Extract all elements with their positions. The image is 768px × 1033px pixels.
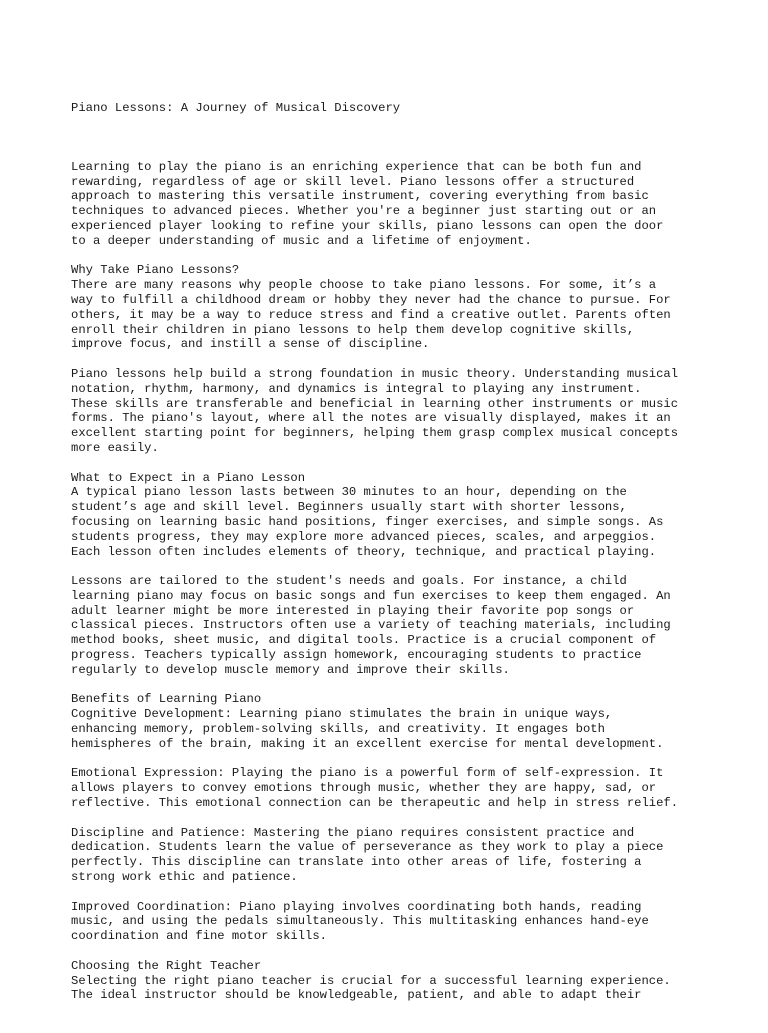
text-line: focusing on learning basic hand positions, finger exercises, and simple songs. As [71, 514, 664, 529]
text-line: classical pieces. Instructors often use a variety of teaching materials, including [71, 618, 671, 633]
text-line: approach to mastering this versatile instrument, covering everything from basic [71, 189, 649, 204]
text-line: experienced player looking to refine your skills, piano lessons can open the door [71, 218, 664, 233]
text-line: techniques to advanced pieces. Whether you're a beginner just starting out or an [71, 204, 657, 219]
text-line: excellent starting point for beginners, helping them grasp complex musical concepts [71, 426, 679, 441]
text-line: allows players to convey emotions through music, whether they are happy, sad, or [71, 781, 657, 796]
text-line: There are many reasons why people choose to take piano lessons. For some, it’s a [71, 278, 657, 293]
text-line: strong work ethic and patience. [71, 870, 298, 885]
paragraph [71, 471, 731, 560]
text-line: coordination and fine motor skills. [71, 929, 327, 944]
text-line: Discipline and Patience: Mastering the piano requires consistent practice and [71, 825, 635, 840]
text-line: perfectly. This discipline can translate into other areas of life, fostering a [71, 855, 642, 870]
text-line: Benefits of Learning Piano [71, 692, 262, 707]
text-line: adult learner might be more interested in playing their favorite pop songs or [71, 603, 635, 618]
text-line: Piano lessons help build a strong foundation in music theory. Understanding musical [71, 366, 679, 381]
paragraph [71, 160, 731, 249]
text-line: Improved Coordination: Piano playing involves coordinating both hands, reading [71, 899, 642, 914]
text-line: The ideal instructor should be knowledgeable, patient, and able to adapt their [71, 988, 642, 1003]
text-line: rewarding, regardless of age or skill level. Piano lessons offer a structured [71, 174, 635, 189]
paragraph [71, 263, 731, 352]
text-line: others, it may be a way to reduce stress and find a creative outlet. Parents often [71, 307, 671, 322]
text-line: Selecting the right piano teacher is crucial for a successful learning experience. [71, 973, 671, 988]
text-line: These skills are transferable and beneficial in learning other instruments or music [71, 396, 679, 411]
paragraph [71, 574, 731, 678]
text-line: learning piano may focus on basic songs and fun exercises to keep them engaged. An [71, 588, 671, 603]
text-line: What to Expect in a Piano Lesson [71, 470, 306, 485]
text-line: Cognitive Development: Learning piano stimulates the brain in unique ways, [71, 707, 613, 722]
document-page [71, 71, 731, 1033]
paragraph [71, 900, 731, 944]
text-line: way to fulfill a childhood dream or hobby they never had the chance to pursue. For [71, 292, 671, 307]
text-line: to a deeper understanding of music and a lifetime of enjoyment. [71, 233, 532, 248]
text-line: Lessons are tailored to the student's needs and goals. For instance, a child [71, 574, 627, 589]
document-title: Piano Lessons: A Journey of Musical Discovery [71, 100, 401, 115]
text-line: enhancing memory, problem-solving skills, and creativity. It engages both [71, 722, 605, 737]
text-line: dedication. Students learn the value of perseverance as they work to play a piece [71, 840, 664, 855]
text-line: enroll their children in piano lessons to help them develop cognitive skills, [71, 322, 635, 337]
text-line: notation, rhythm, harmony, and dynamics is integral to playing any instrument. [71, 381, 642, 396]
text-line: Why Take Piano Lessons? [71, 263, 240, 278]
text-line: students progress, they may explore more advanced pieces, scales, and arpeggios. [71, 529, 657, 544]
text-line: A typical piano lesson lasts between 30 minutes to an hour, depending on the [71, 485, 627, 500]
text-line: Choosing the Right Teacher [71, 958, 262, 973]
text-line: method books, sheet music, and digital tools. Practice is a crucial component of [71, 633, 657, 648]
text-line: regularly to develop muscle memory and improve their skills. [71, 662, 510, 677]
text-line: Emotional Expression: Playing the piano is a powerful form of self-expression. It [71, 766, 664, 781]
text-line: music, and using the pedals simultaneously. This multitasking enhances hand-eye [71, 914, 649, 929]
paragraph [71, 692, 731, 751]
text-line: hemispheres of the brain, making it an excellent exercise for mental development. [71, 736, 664, 751]
text-line: progress. Teachers typically assign homework, encouraging students to practice [71, 648, 642, 663]
paragraph [71, 826, 731, 885]
text-line: more easily. [71, 440, 159, 455]
text-line: Each lesson often includes elements of theory, technique, and practical playing. [71, 544, 657, 559]
text-line: Learning to play the piano is an enriching experience that can be both fun and [71, 159, 642, 174]
paragraph [71, 367, 731, 456]
document-body [71, 160, 731, 1003]
paragraph [71, 959, 731, 1003]
text-line: forms. The piano's layout, where all the notes are visually displayed, makes it an [71, 411, 671, 426]
text-line: reflective. This emotional connection can be therapeutic and help in stress relief. [71, 796, 679, 811]
paragraph [71, 766, 731, 810]
text-line: student’s age and skill level. Beginners usually start with shorter lessons, [71, 500, 627, 515]
text-line: improve focus, and instill a sense of discipline. [71, 337, 430, 352]
